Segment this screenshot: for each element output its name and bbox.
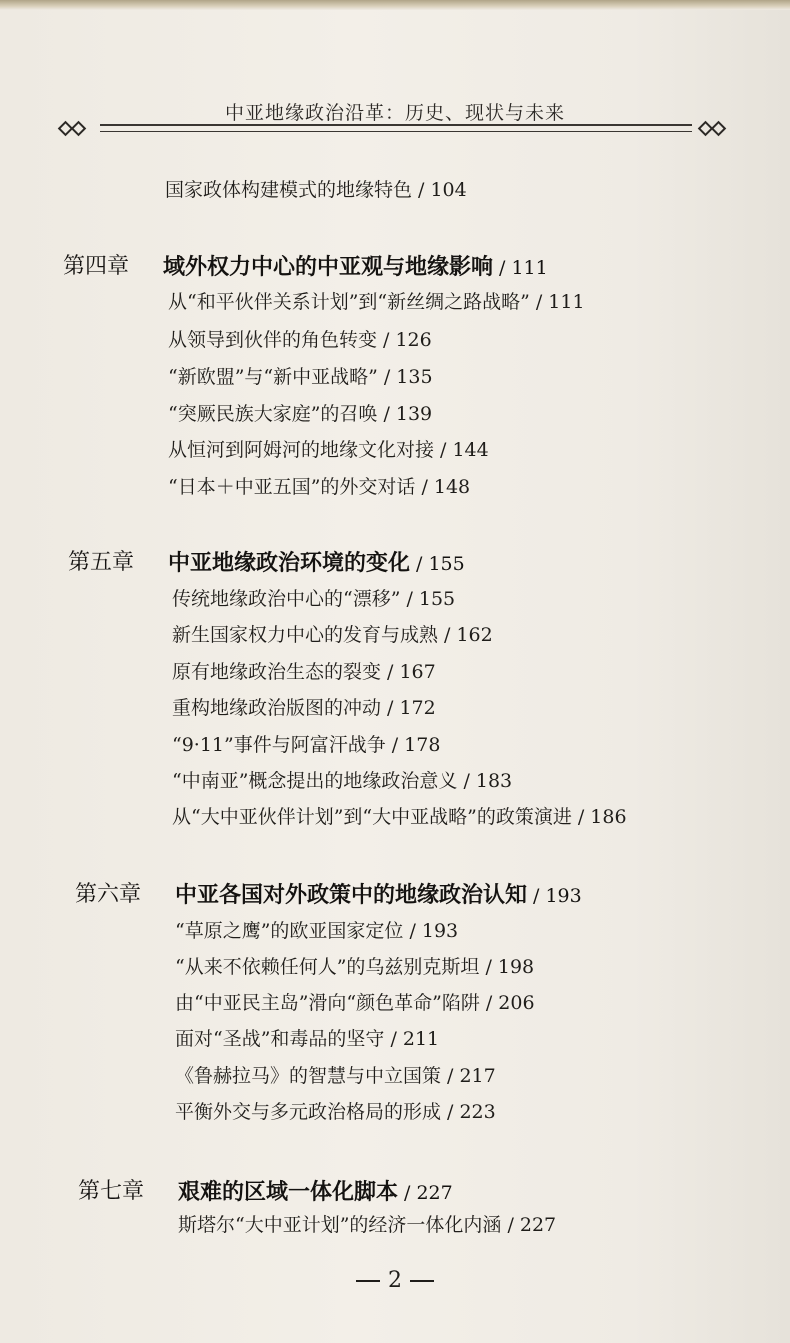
toc-entry-page: / 155 (406, 588, 456, 610)
toc-entry-page: / 223 (447, 1101, 496, 1123)
toc-entry-page: / 139 (383, 403, 433, 425)
toc-entry-page: / 227 (507, 1214, 557, 1236)
toc-entry-text: 从“和平伙伴关系计划”到“新丝绸之路战略” (168, 291, 530, 313)
chapter-heading (75, 880, 582, 910)
toc-entry-text: “突厥民族大家庭”的召唤 (168, 403, 378, 425)
toc-entry (175, 990, 535, 1016)
header-double-rule (100, 124, 692, 132)
footer-dash-left (356, 1280, 380, 1282)
toc-entry-text: “日本＋中亚五国”的外交对话 (168, 476, 416, 498)
toc-entry-text: 从恒河到阿姆河的地缘文化对接 (168, 439, 435, 461)
chapter-page: / 193 (533, 885, 582, 907)
chapter-title: 域外权力中心的中亚观与地缘影响 (163, 254, 494, 280)
toc-entry (175, 918, 458, 944)
toc-entry-page: / 144 (440, 439, 489, 461)
diamond-ornament-right-icon (700, 118, 738, 138)
toc-entry (168, 289, 585, 315)
toc-entry (172, 732, 440, 758)
chapter-heading (78, 1177, 453, 1207)
toc-entry (175, 954, 534, 980)
toc-entry (172, 695, 436, 721)
toc-entry (172, 804, 627, 830)
toc-entry-page: / 206 (485, 992, 535, 1014)
toc-entry-text: “从来不依赖任何人”的乌兹别克斯坦 (175, 956, 480, 978)
toc-entry-text: 面对“圣战”和毒品的坚守 (175, 1028, 385, 1050)
toc-entry-text: 国家政体构建模式的地缘特色 (165, 179, 413, 201)
chapter-page: / 227 (404, 1182, 453, 1204)
toc-entry-page: / 162 (444, 624, 493, 646)
toc-entry (175, 1099, 496, 1125)
diamond-ornament-left-icon (60, 118, 98, 138)
toc-entry-text: 《鲁赫拉马》的智慧与中立国策 (175, 1065, 442, 1087)
chapter-number: 第七章 (78, 1179, 145, 1204)
toc-entry (172, 586, 455, 612)
chapter-heading (68, 548, 465, 578)
toc-entry (172, 768, 512, 794)
chapter-number: 第五章 (68, 550, 135, 575)
toc-entry-page: / 211 (390, 1028, 440, 1050)
toc-entry-text: 从“大中亚伙伴计划”到“大中亚战略”的政策演进 (172, 806, 572, 828)
toc-entry-text: “新欧盟”与“新中亚战略” (168, 366, 378, 388)
toc-entry-page: / 172 (387, 697, 436, 719)
chapter-number: 第四章 (63, 254, 130, 279)
toc-entry (168, 327, 432, 353)
chapter-page: / 111 (499, 257, 548, 279)
chapter-heading (63, 252, 548, 282)
toc-entry (175, 1063, 496, 1089)
chapter-title: 艰难的区域一体化脚本 (178, 1179, 399, 1205)
toc-entry-text: “9·11”事件与阿富汗战争 (172, 734, 386, 756)
toc-entry-page: / 167 (387, 661, 436, 683)
toc-entry-text: “中南亚”概念提出的地缘政治意义 (172, 770, 458, 792)
toc-entry (165, 177, 467, 203)
toc-entry (168, 474, 470, 500)
toc-entry-text: 从领导到伙伴的角色转变 (168, 329, 378, 351)
toc-entry-page: / 186 (577, 806, 627, 828)
toc-entry-text: 平衡外交与多元政治格局的形成 (175, 1101, 442, 1123)
toc-entry (168, 364, 433, 390)
footer-dash-right (410, 1280, 434, 1282)
page-footer (0, 1268, 790, 1293)
toc-entry-page: / 135 (383, 366, 433, 388)
toc-entry (172, 659, 436, 685)
toc-entry-page: / 148 (421, 476, 471, 498)
toc-entry-page: / 217 (447, 1065, 496, 1087)
toc-entry-text: 新生国家权力中心的发育与成熟 (172, 624, 439, 646)
toc-entry (168, 401, 432, 427)
toc-entry-page: / 198 (485, 956, 535, 978)
toc-entry-page: / 104 (418, 179, 467, 201)
toc-entry-page: / 111 (535, 291, 585, 313)
toc-entry-page: / 183 (463, 770, 513, 792)
running-header-title: 中亚地缘政治沿革：历史、现状与未来 (224, 102, 565, 124)
toc-entry (168, 437, 489, 463)
toc-entry-text: 传统地缘政治中心的“漂移” (172, 588, 401, 610)
chapter-number: 第六章 (75, 882, 142, 907)
toc-entry-text: “草原之鹰”的欧亚国家定位 (175, 920, 404, 942)
page-number: 2 (388, 1268, 402, 1293)
toc-entry-text: 斯塔尔“大中亚计划”的经济一体化内涵 (178, 1214, 502, 1236)
toc-entry-text: 由“中亚民主岛”滑向“颜色革命”陷阱 (175, 992, 480, 1014)
toc-entry-page: / 126 (383, 329, 432, 351)
toc-entry-page: / 178 (391, 734, 441, 756)
toc-entry (172, 622, 493, 648)
toc-entry (178, 1212, 556, 1238)
chapter-title: 中亚地缘政治环境的变化 (168, 550, 411, 576)
toc-entry-text: 原有地缘政治生态的裂变 (172, 661, 382, 683)
page-top-edge (0, 0, 790, 10)
toc-entry-page: / 193 (409, 920, 459, 942)
toc-entry-text: 重构地缘政治版图的冲动 (172, 697, 382, 719)
chapter-title: 中亚各国对外政策中的地缘政治认知 (175, 882, 528, 908)
toc-entry (175, 1026, 439, 1052)
chapter-page: / 155 (416, 553, 465, 575)
